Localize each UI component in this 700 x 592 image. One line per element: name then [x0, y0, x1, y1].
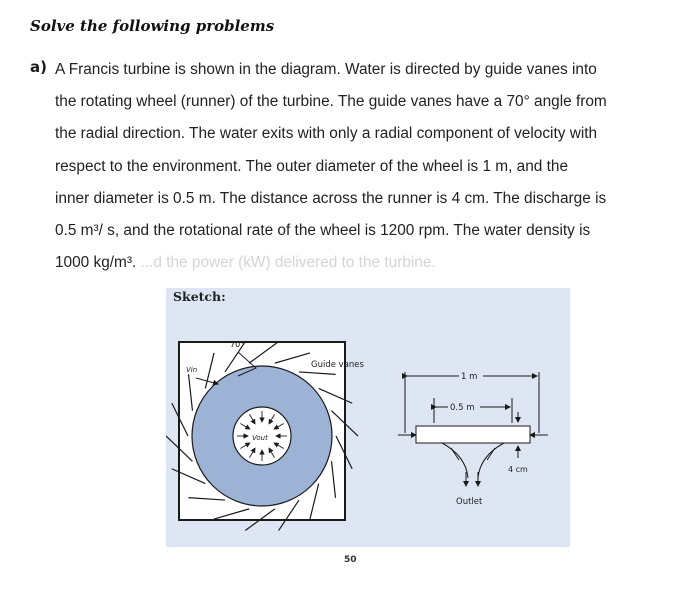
sketch-label: Sketch:: [173, 289, 226, 304]
angle-label: 70°: [230, 340, 245, 349]
page-number: 50: [344, 555, 357, 565]
guide-vanes-label: Guide vanes: [311, 360, 364, 370]
outer-diameter-label: 1 m: [461, 372, 478, 382]
section-heading: Solve the following problems: [30, 17, 275, 35]
v-in-label: Vin: [186, 366, 198, 374]
problem-line-7-text: 1000 kg/m³.: [55, 254, 137, 272]
v-out-label: Vout: [252, 434, 268, 442]
problem-line-5: inner diameter is 0.5 m. The distance across the runner is 4 cm. The discharge is: [55, 189, 607, 207]
problem-line-7: [55, 247, 673, 279]
outlet-label: Outlet: [456, 497, 483, 507]
flow-curve: [451, 448, 495, 460]
gap-label: 4 cm: [508, 465, 528, 474]
problem-statement: [55, 54, 673, 279]
problem-line-2: the rotating wheel (runner) of the turbine. The guide vanes have a 70° angle from: [55, 93, 607, 111]
problem-line-1: A Francis turbine is shown in the diagram. Water is directed by guide vanes into: [55, 61, 597, 78]
inner-diameter-label: 0.5 m: [450, 403, 475, 413]
problem-line-3: the radial direction. The water exits with only a radial component of velocity with: [55, 125, 598, 143]
faded-text: ...d the power (kW) delivered to the turbine.: [140, 254, 436, 272]
side-view: [398, 370, 548, 507]
problem-line-6: 0.5 m³/ s, and the rotational rate of the wheel is 1200 rpm. The water density is: [55, 222, 591, 240]
problem-line-4: respect to the environment. The outer diameter of the wheel is 1 m, and the: [55, 157, 569, 175]
question-label: a): [30, 58, 47, 76]
runner-side: [416, 426, 530, 443]
turbine-diagram: [166, 288, 570, 547]
